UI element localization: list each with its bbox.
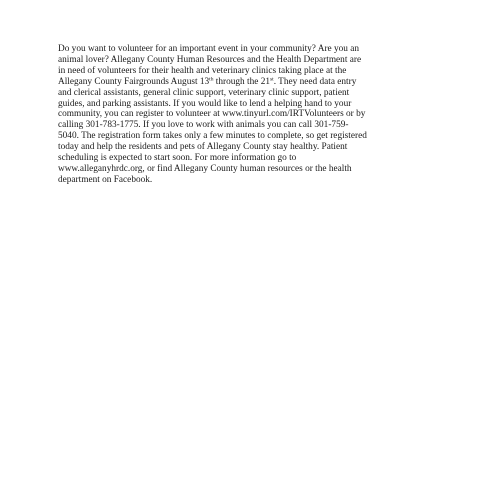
paragraph-line: and clerical assistants, general clinic support, veterinary clinic support, patient bbox=[58, 87, 350, 98]
paragraph-line: Do you want to volunteer for an important event in your community? Are you an bbox=[58, 44, 360, 54]
paragraph-line: community, you can register to volunteer at www.tinyurl.com/IRTVolunteers or by bbox=[58, 109, 366, 120]
paragraph-line bbox=[58, 77, 438, 88]
paragraph-line: guides, and parking assistants. If you would like to lend a helping hand to your bbox=[58, 98, 352, 109]
paragraph-line: calling 301-783-1775. If you love to work with animals you can call 301-759- bbox=[58, 120, 349, 131]
paragraph-line: department on Facebook. bbox=[58, 174, 153, 185]
paragraph-line: in need of volunteers for their health and veterinary clinics taking place at the bbox=[58, 65, 347, 76]
ordinal-suffix: th bbox=[209, 76, 214, 83]
volunteer-announcement-paragraph bbox=[58, 44, 438, 186]
line-text: . They need data entry bbox=[273, 76, 357, 87]
ordinal-suffix: st bbox=[270, 76, 274, 83]
line-text: Allegany County Fairgrounds August 13 bbox=[58, 76, 210, 87]
paragraph-line: 5040. The registration form takes only a few minutes to complete, so get registered bbox=[58, 131, 367, 142]
paragraph-line: animal lover? Allegany County Human Resources and the Health Department are bbox=[58, 54, 362, 65]
paragraph-line: scheduling is expected to start soon. For more information go to bbox=[58, 153, 297, 164]
line-text: through the 21 bbox=[213, 76, 271, 87]
paragraph-line: today and help the residents and pets of Allegany County stay healthy. Patient bbox=[58, 142, 348, 153]
paragraph-line: www.alleganyhrdc.org, or find Allegany County human resources or the health bbox=[58, 163, 352, 174]
